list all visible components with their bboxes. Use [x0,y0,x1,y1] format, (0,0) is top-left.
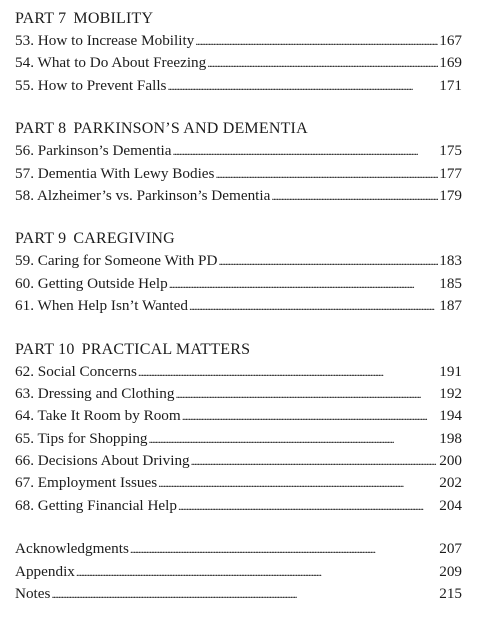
toc-entry[interactable] [15,250,462,272]
part-number: PART 10 [15,340,75,358]
part-section-9 [15,228,462,317]
dot-leader [178,495,438,517]
part-title: CAREGIVING [73,230,175,248]
part-heading [15,118,462,140]
dot-leader [189,295,438,317]
toc-entry[interactable] [15,163,462,185]
dot-leader [207,52,438,74]
toc-entry[interactable] [15,185,462,207]
toc-entry-title: 53. How to Increase Mobility [15,32,195,49]
dot-leader [195,30,438,52]
toc-entry-title: 66. Decisions About Driving [15,452,190,470]
part-section-10 [15,339,462,518]
toc-entry-title: 65. Tips for Shopping [15,429,148,447]
dot-leader [173,140,439,162]
toc-entry-page: 198 [439,429,462,447]
toc-entry-title: 67. Employment Issues [15,474,158,492]
part-section-7 [15,8,462,97]
toc-entry[interactable] [15,52,462,74]
toc-entry-title: 54. What to Do About Freezing [15,54,207,72]
toc-entry[interactable] [15,428,462,450]
toc-entry[interactable] [15,495,462,517]
dot-leader [138,361,438,383]
toc-entry-page: 200 [439,452,462,470]
toc-entry-title: 58. Alzheimer’s vs. Parkinson’s Dementia [15,186,271,204]
toc-entry[interactable] [15,295,462,317]
toc-entry-title: 60. Getting Outside Help [15,274,168,292]
toc-entry-appendix[interactable] [15,561,462,583]
toc-entry-page: 167 [439,32,462,49]
dot-leader [271,185,438,207]
toc-entry-title: Acknowledgments [15,540,129,558]
part-heading [15,228,462,250]
toc-entry-acknowledgments[interactable] [15,538,462,560]
toc-entry-page: 179 [439,186,462,204]
toc-entry-page: 209 [439,562,462,580]
toc-entry-title: 63. Dressing and Clothing [15,384,175,402]
part-number: PART 7 [15,10,67,27]
toc-entry-page: 202 [439,474,462,492]
dot-leader [169,273,439,295]
part-heading [15,339,462,361]
toc-entry[interactable] [15,405,462,427]
part-number: PART 9 [15,230,67,248]
toc-entry-page: 204 [439,496,462,514]
dot-leader [76,561,438,583]
toc-entry-page: 175 [439,142,462,160]
dot-leader [191,450,439,472]
toc-entry-title: 57. Dementia With Lewy Bodies [15,164,215,182]
toc-entry[interactable] [15,75,462,97]
toc-entry[interactable] [15,472,462,494]
toc-entry-page: 185 [439,274,462,292]
toc-entry[interactable] [15,361,462,383]
part-heading [15,8,462,30]
part-number: PART 8 [15,120,67,138]
toc-entry-title: 68. Getting Financial Help [15,496,177,514]
dot-leader [167,75,438,97]
backmatter-section [15,538,462,605]
toc-entry-page: 215 [439,585,462,603]
toc-entry-page: 194 [439,407,462,425]
toc-entry-title: 55. How to Prevent Falls [15,76,167,94]
toc-entry-page: 183 [439,252,462,270]
toc-entry[interactable] [15,383,462,405]
part-title: PARKINSON’S AND DEMENTIA [73,120,308,138]
toc-entry-page: 207 [439,540,462,558]
part-section-8 [15,118,462,207]
table-of-contents [15,8,462,605]
dot-leader [130,538,438,560]
toc-entry-title: Appendix [15,562,75,580]
toc-entry-title: 64. Take It Room by Room [15,407,181,425]
toc-entry[interactable] [15,450,462,472]
part-title: PRACTICAL MATTERS [81,340,251,358]
toc-entry-title: 59. Caring for Someone With PD [15,252,218,270]
toc-entry-page: 187 [439,297,462,315]
toc-entry-page: 171 [439,76,462,94]
toc-entry-title: Notes [15,585,51,603]
toc-entry[interactable] [15,273,462,295]
toc-entry[interactable] [15,140,462,162]
dot-leader [218,250,438,272]
dot-leader [51,583,438,605]
toc-entry-page: 169 [439,54,462,72]
toc-entry-title: 56. Parkinson’s Dementia [15,142,172,160]
toc-entry[interactable] [15,30,462,52]
dot-leader [149,428,439,450]
dot-leader [158,472,438,494]
toc-entry-title: 61. When Help Isn’t Wanted [15,297,188,315]
toc-entry-page: 177 [439,164,462,182]
dot-leader [182,405,439,427]
dot-leader [175,383,438,405]
part-title: MOBILITY [73,10,154,27]
toc-entry-page: 192 [439,384,462,402]
toc-entry-notes[interactable] [15,583,462,605]
toc-entry-title: 62. Social Concerns [15,362,137,380]
dot-leader [215,163,438,185]
toc-entry-page: 191 [439,362,462,380]
